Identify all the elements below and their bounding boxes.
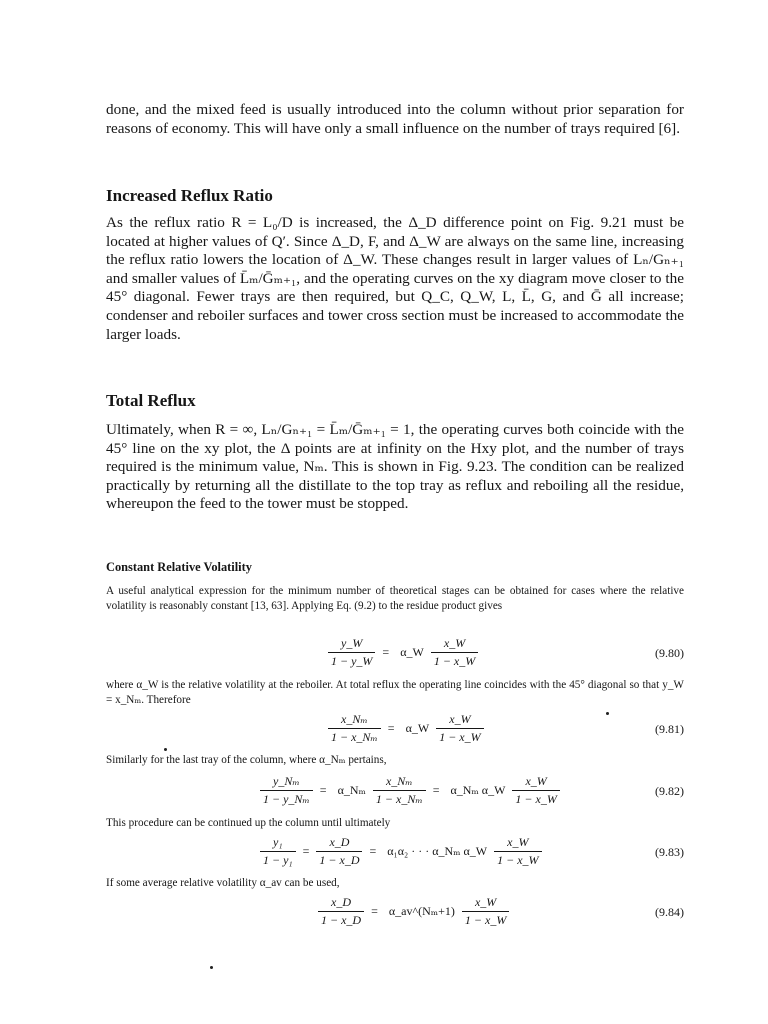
equation-9-83: $\frac{\text{y₁}}{\text{1 − y₁}}$ = $\frac{x\_D}{1 - x\_D}$ = α₁α₂ · · · α_Nₘ α_W $\frac{x\_W}{1 - x\_W}$ (9.83) <box>200 835 684 871</box>
eq-rhs-denominator: 1 − x_W <box>431 652 478 669</box>
eq-mid-denominator: 1 − x_Nₘ <box>373 790 426 807</box>
eq-mid-denominator: 1 − x_D <box>316 851 362 868</box>
equation-number: (9.80) <box>655 646 684 660</box>
eq-rhs-denominator: 1 − x_W <box>462 911 509 928</box>
equation-9-82: $\frac{\text{y\_Nₘ}}{\text{1 − y\_Nₘ}}$ = α_Nₘ $\frac{\text{x\_Nₘ}}{\text{1 − x\_Nₘ}}$ = α_Nₘ α_W $\frac{x\_W}{1 - x\_W}$ (9.82) <box>200 774 684 810</box>
eq-coefficient: α₁α₂ · · · α_Nₘ α_W <box>387 844 488 858</box>
eq-rhs-denominator: 1 − x_W <box>436 728 483 745</box>
eq-lhs-denominator: 1 − x_D <box>318 911 364 928</box>
subsection-heading-constant-relative-volatility: Constant Relative Volatility <box>106 560 252 574</box>
eq-rhs-numerator: x_W <box>507 835 529 849</box>
total-reflux-paragraph: Ultimately, when R = ∞, Lₙ/Gₙ₊₁ = L̄ₘ/Ḡₘ₊₁ = 1, the operating curves both coincide with the 45° line on the xy plot, the Δ points are at infinity on the Hxy plot, and the number of trays required is the minimum value, Nₘ. This is shown in Fig. 9.23. The condition can be realized practically by returning all the distillate to the top tray as reflux and reboiling all the residue, whereupon the feed to the tower must be stopped. <box>106 421 684 513</box>
after-9-80-paragraph: where α_W is the relative volatility at the reboiler. At total reflux the operating line coincides with the 45° diagonal so that y_W = x_Nₘ. Therefore <box>106 679 684 706</box>
eq-rhs-numerator: x_W <box>443 636 466 650</box>
eq-rhs-denominator: 1 − x_W <box>494 851 541 868</box>
eq-mid-coefficient: α_Nₘ <box>337 783 366 797</box>
eq-coefficient: α_av^(Nₘ+1) <box>388 904 455 918</box>
eq-coefficient: α_W <box>400 645 424 659</box>
eq-lhs-denominator: 1 − y₁ <box>260 851 296 868</box>
equation-9-81: $\frac{\text{x\_Nₘ}}{\text{1 − x\_Nₘ}}$ = α_W $\frac{x\_W}{1 - x\_W}$ (9.81) <box>200 712 684 748</box>
eq-lhs-numerator: x_D <box>331 895 352 909</box>
eq-lhs-numerator: x_Nₘ <box>341 712 368 726</box>
crv-paragraph: A useful analytical expression for the minimum number of theoretical stages can be obtained for cases where the relative volatility is reasonably constant [13, 63]. Applying Eq. (9.2) to the residue product gives <box>106 585 684 612</box>
eq-mid-numerator: x_D <box>329 835 350 849</box>
eq-coefficient: α_W <box>405 721 430 735</box>
eq-lhs-denominator: 1 − y_Nₘ <box>260 790 313 807</box>
eq-rhs-numerator: x_W <box>525 774 547 788</box>
scan-speck <box>164 748 167 751</box>
equation-number: (9.82) <box>655 784 684 798</box>
increased-reflux-paragraph: As the reflux ratio R = L₀/D is increased, the Δ_D difference point on Fig. 9.21 must be located at higher values of Q′. Since Δ_D, F, and Δ_W are always on the same line, increasing the reflux ratio lowers the location of Δ_W. These changes result in larger values of Lₙ/Gₙ₊₁ and smaller values of L̄ₘ/Ḡₘ₊₁, and the operating curves on the xy diagram move closer to the 45° diagonal. Fewer trays are then required, but Q_C, Q_W, L, L̄, G, and Ḡ all increase; condenser and reboiler surfaces and tower cross section must be increased to accommodate the larger loads. <box>106 214 684 343</box>
after-9-83-paragraph: If some average relative volatility α_av can be used, <box>106 877 340 889</box>
eq-rhs-denominator: 1 − x_W <box>512 790 559 807</box>
section-heading-increased-reflux: Increased Reflux Ratio <box>106 186 273 205</box>
eq-lhs-numerator: y_W <box>341 636 363 650</box>
equation-number: (9.83) <box>655 845 684 859</box>
eq-mid-numerator: x_Nₘ <box>385 774 413 788</box>
after-9-81-paragraph: Similarly for the last tray of the column, where α_Nₘ pertains, <box>106 754 387 766</box>
scan-speck <box>210 966 213 969</box>
eq-rhs-numerator: x_W <box>474 895 497 909</box>
equation-number: (9.81) <box>655 722 684 736</box>
eq-coefficient: α_Nₘ α_W <box>450 783 506 797</box>
eq-lhs-denominator: 1 − x_Nₘ <box>328 728 381 745</box>
eq-rhs-numerator: x_W <box>449 712 471 726</box>
after-9-82-paragraph: This procedure can be continued up the column until ultimately <box>106 817 391 829</box>
eq-lhs-denominator: 1 − y_W <box>328 652 375 669</box>
equation-9-84: $\frac{x\_D}{1 - x\_D}$ = α_av^(Nₘ+1) $\frac{x\_W}{1 - x\_W}$ (9.84) <box>200 895 684 931</box>
equation-9-80: $\frac{y\_W}{1 - y\_W}$ = α_W $\frac{x\_W}{1 - x\_W}$ (9.80) <box>200 636 684 672</box>
intro-paragraph: done, and the mixed feed is usually introduced into the column without prior separation for reasons of economy. This will have only a small influence on the number of trays required [6]. <box>106 101 684 137</box>
scan-speck <box>606 712 609 715</box>
eq-lhs-numerator: y₁ <box>273 835 283 849</box>
section-heading-total-reflux: Total Reflux <box>106 391 196 410</box>
eq-lhs-numerator: y_Nₘ <box>273 774 300 788</box>
equation-number: (9.84) <box>655 905 684 919</box>
